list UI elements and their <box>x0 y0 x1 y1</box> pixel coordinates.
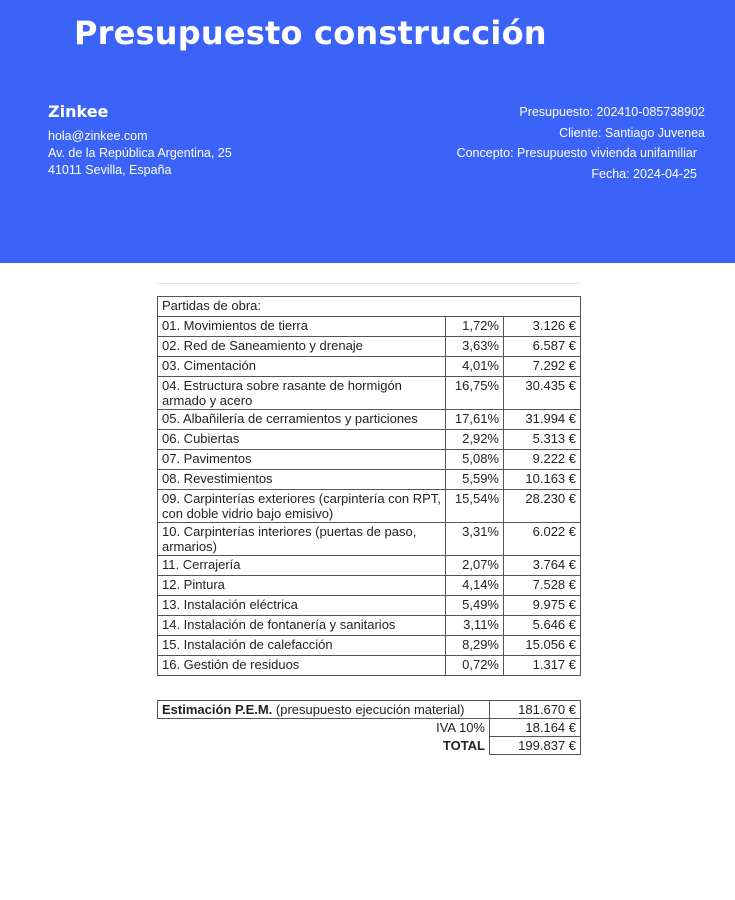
item-percentage: 3,63% <box>446 337 504 357</box>
item-label: 06. Cubiertas <box>158 430 446 450</box>
page-title: Presupuesto construcción <box>74 14 547 52</box>
item-percentage: 3,11% <box>446 616 504 636</box>
item-percentage: 3,31% <box>446 523 504 556</box>
item-amount: 1.317 € <box>504 656 581 676</box>
item-percentage: 2,92% <box>446 430 504 450</box>
item-label: 05. Albañilería de cerramientos y particiones <box>158 410 446 430</box>
pem-label-rest: (presupuesto ejecución material) <box>272 702 465 717</box>
table-row <box>158 596 581 616</box>
item-amount: 31.994 € <box>504 410 581 430</box>
table-row <box>158 636 581 656</box>
header-banner <box>0 0 735 263</box>
company-details <box>48 128 232 179</box>
item-label: 09. Carpinterías exteriores (carpintería con RPT, con doble vidrio bajo emisivo) <box>158 490 446 523</box>
item-amount: 15.056 € <box>504 636 581 656</box>
budget-date: Fecha: 2024-04-25 <box>591 166 697 181</box>
company-email: hola@zinkee.com <box>48 129 148 143</box>
item-label: 13. Instalación eléctrica <box>158 596 446 616</box>
table-row <box>158 377 581 410</box>
table-row <box>158 576 581 596</box>
table-row <box>158 523 581 556</box>
item-label: 01. Movimientos de tierra <box>158 317 446 337</box>
total-amount: 199.837 € <box>490 737 581 755</box>
item-amount: 3.764 € <box>504 556 581 576</box>
item-percentage: 17,61% <box>446 410 504 430</box>
item-amount: 5.313 € <box>504 430 581 450</box>
item-percentage: 2,07% <box>446 556 504 576</box>
table-row <box>158 656 581 676</box>
pem-label-bold: Estimación P.E.M. <box>162 702 273 717</box>
item-label: 10. Carpinterías interiores (puertas de paso, armarios) <box>158 523 446 556</box>
item-amount: 7.292 € <box>504 357 581 377</box>
item-percentage: 4,01% <box>446 357 504 377</box>
item-amount: 9.975 € <box>504 596 581 616</box>
item-percentage: 1,72% <box>446 317 504 337</box>
table-row <box>158 337 581 357</box>
item-label: 14. Instalación de fontanería y sanitarios <box>158 616 446 636</box>
table-row <box>158 430 581 450</box>
table-row <box>158 317 581 337</box>
item-percentage: 15,54% <box>446 490 504 523</box>
item-amount: 28.230 € <box>504 490 581 523</box>
pem-amount: 181.670 € <box>490 701 581 719</box>
budget-number: Presupuesto: 202410-085738902 <box>519 105 705 119</box>
item-label: 15. Instalación de calefacción <box>158 636 446 656</box>
iva-label: IVA 10% <box>158 719 490 737</box>
table-row <box>158 490 581 523</box>
table-row <box>158 556 581 576</box>
items-table-heading-row <box>158 297 581 317</box>
table-row <box>158 357 581 377</box>
item-percentage: 5,08% <box>446 450 504 470</box>
item-label: 16. Gestión de residuos <box>158 656 446 676</box>
item-percentage: 5,49% <box>446 596 504 616</box>
item-label: 02. Red de Saneamiento y drenaje <box>158 337 446 357</box>
budget-concept: Concepto: Presupuesto vivienda unifamiliar <box>456 146 697 160</box>
budget-table-image <box>157 283 581 755</box>
item-percentage: 16,75% <box>446 377 504 410</box>
divider <box>157 283 581 284</box>
table-row <box>158 470 581 490</box>
company-name: Zinkee <box>48 102 109 121</box>
table-row <box>158 450 581 470</box>
budget-client: Cliente: Santiago Juvenea <box>559 125 705 140</box>
company-address-line2: 41011 Sevilla, España <box>48 163 172 177</box>
item-amount: 3.126 € <box>504 317 581 337</box>
item-amount: 9.222 € <box>504 450 581 470</box>
item-amount: 6.587 € <box>504 337 581 357</box>
item-amount: 10.163 € <box>504 470 581 490</box>
total-row <box>158 737 581 755</box>
item-amount: 30.435 € <box>504 377 581 410</box>
item-percentage: 5,59% <box>446 470 504 490</box>
summary-table <box>157 700 581 755</box>
company-address-line1: Av. de la República Argentina, 25 <box>48 146 232 160</box>
item-percentage: 4,14% <box>446 576 504 596</box>
pem-label <box>158 701 490 719</box>
item-label: 04. Estructura sobre rasante de hormigón armado y acero <box>158 377 446 410</box>
item-label: 07. Pavimentos <box>158 450 446 470</box>
table-row <box>158 616 581 636</box>
item-label: 11. Cerrajería <box>158 556 446 576</box>
iva-amount: 18.164 € <box>490 719 581 737</box>
iva-row <box>158 719 581 737</box>
item-amount: 5.646 € <box>504 616 581 636</box>
item-percentage: 8,29% <box>446 636 504 656</box>
budget-meta <box>457 102 705 184</box>
item-label: 12. Pintura <box>158 576 446 596</box>
item-amount: 6.022 € <box>504 523 581 556</box>
item-label: 03. Cimentación <box>158 357 446 377</box>
table-row <box>158 410 581 430</box>
items-table <box>157 296 581 676</box>
items-table-heading: Partidas de obra: <box>158 297 581 317</box>
total-label <box>158 737 490 755</box>
total-label-text: TOTAL <box>442 737 485 753</box>
pem-row <box>158 701 581 719</box>
item-amount: 7.528 € <box>504 576 581 596</box>
item-label: 08. Revestimientos <box>158 470 446 490</box>
item-percentage: 0,72% <box>446 656 504 676</box>
